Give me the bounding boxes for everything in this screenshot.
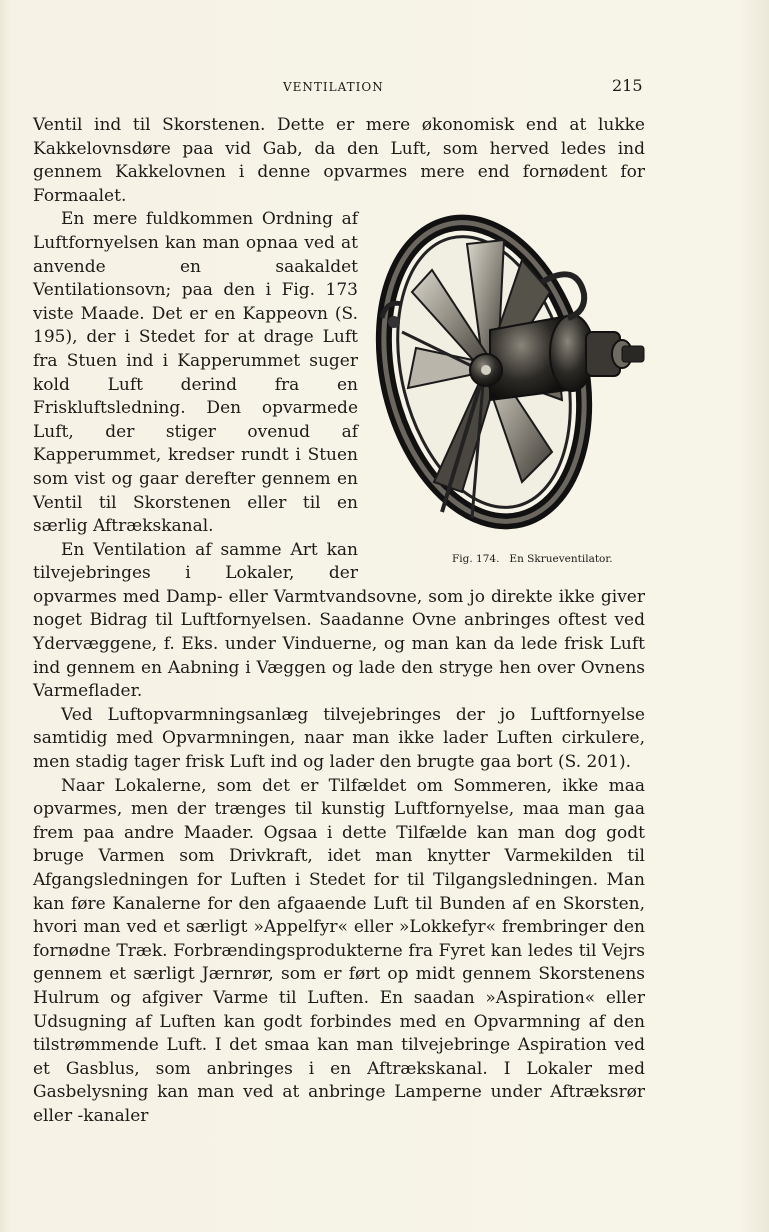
paragraph-3: En Ventilation af samme Art kan tilvejebringes i Lokaler, der opvarmes med Damp- eller Varmtvandsovne, som jo direkte ikke giver noget Bidrag til Luftfornyelsen. Saadanne Ovne anbringes oftest ved Ydervæggene, f. Eks. under Vinduerne, og man kan da lede frisk Luft ind gennem en Aabning i Væggen og lade den stryge hen over Ovnens Varmeflader. [33,539,645,702]
body-text [33,114,645,1129]
paragraph-1: Ventil ind til Skorstenen. Dette er mere økonomisk end at lukke Kakkelovnsdøre paa vid Gab, da den Luft, som herved ledes ind gennem Kakkelovnen i denne opvarmes mere end fornødent for Formaalet. [33,115,645,206]
figure-caption-number: Fig. 174. [452,553,500,566]
page-header [0,78,769,98]
figure-caption [424,548,613,572]
paragraph-2-text: En mere fuldkommen Ordning af Luftfornyelsen kan man opnaa ved at anvende en saakaldet Ventilationsovn; paa den i Fig. 173 viste Maade. Det er en Kappeovn (S. 195), der i Stedet for at drage Luft fra Stuen ind i Kapperummet suger kold Luft derind fra en Friskluftsledning. Den opvarmede Luft, der stiger ovenud af Kapperummet, kredser rundt i Stuen som vist og gaar derefter gennem en Ventil til Skorstenen eller til en særlig Aftrækskanal. [33,209,358,537]
running-title: VENTILATION [283,80,384,94]
paragraph-4: Ved Luftopvarmningsanlæg tilvejebringes der jo Luftfornyelse samtidig med Opvarmningen, naar man ikke lader Luften cirkulere, men stadig tager frisk Luft ind og lader den brugte gaa bort (S. 201). [33,704,645,773]
paragraph-5: Naar Lokalerne, som det er Tilfældet om Sommeren, ikke maa opvarmes, men der trænges til kunstig Luftfornyelse, maa man gaa frem paa andre Maader. Ogsaa i dette Tilfælde kan man dog godt bruge Varmen som Drivkraft, idet man knytter Varmekilden til Afgangsledningen for Luften i Stedet for til Tilgangsledningen. Man kan føre Kanalerne for den afgaaende Luft til Bunden af en Skorsten, hvori man ved et særligt »Appelfyr« eller »Lokkefyr« frembringer den fornødne Træk. Forbrændingsprodukterne fra Fyret kan ledes til Vejrs gennem et særligt Jærnrør, som er ført op midt gennem Skorstenens Hulrum og afgiver Varme til Luften. En saadan »Aspiration« eller Udsugning af Luften kan godt forbindes med en Opvarmning af den tilstrømmende Luft. I det smaa kan man tilvejebringe Aspiration ved et Gasblus, som anbringes i en Aftrækskanal. I Lokaler med Gasbelysning kan man ved at anbringe Lamperne under Aftræksrør eller -kanaler [33,775,645,1126]
paragraph-2 [33,208,645,566]
screw-fan-illustration-icon [372,212,657,542]
figure-174 [372,212,657,582]
page-number: 215 [612,76,643,95]
figure-caption-text: En Skrueventilator. [509,553,613,566]
